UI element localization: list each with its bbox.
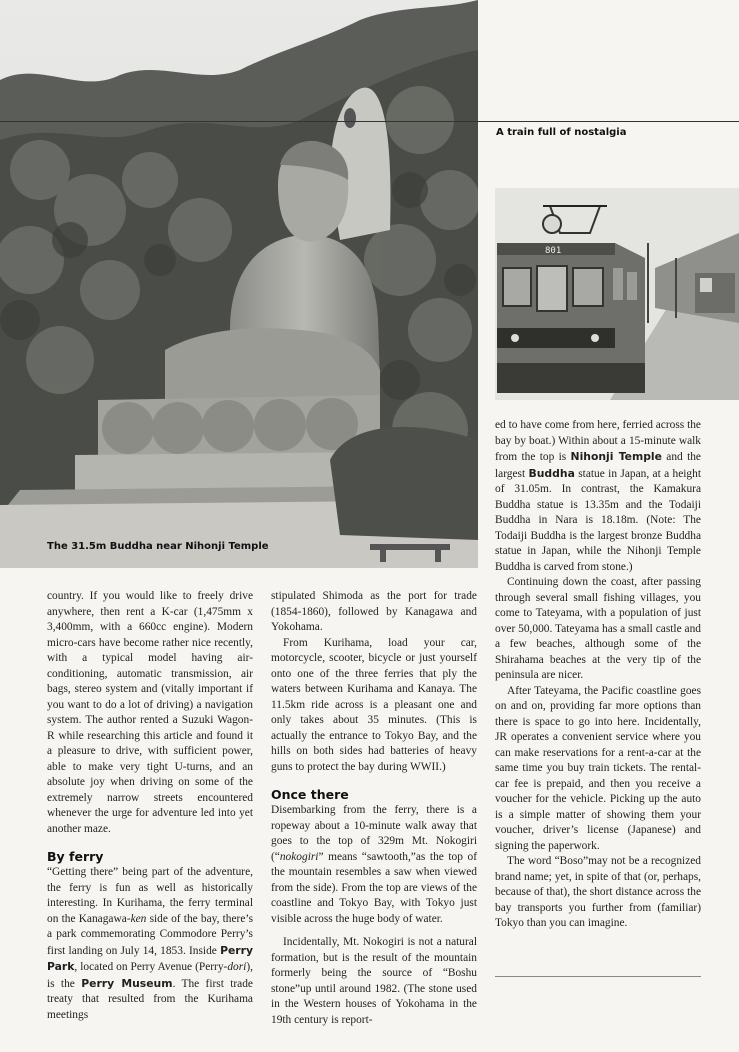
- buddha-caption: The 31.5m Buddha near Nihonji Temple: [47, 541, 269, 552]
- col3-paragraph-3: After Tateyama, the Pacific coastline goes on and on, providing far more options than there is space to go into here. Incidentally, JR operates a convenient service where you can make reservations for a rent-a-car at the same time you buy train tickets. The rental-car fee is prepaid, and then you receive a voucher for the vehicle. Picking up the auto is a simple matter of showing them your voucher, driver’s license (Japanese) and signing the paperwork.: [495, 684, 701, 852]
- train-number: 801: [545, 246, 562, 256]
- col2-paragraph-3: Disembarking from the ferry, there is a ropeway about a 10-minute walk away that goes to the top of 329m Mt. Nokogiri (“nokogiri” means “sawtooth,”as the top of the mountain resembles a saw when viewed from the side). From the top are views of the coastline and Tokyo Bay, with Tokyo just visible across the huge body of water.: [271, 804, 477, 925]
- buddha-bold: Buddha: [528, 466, 575, 480]
- nihonji-temple: Nihonji Temple: [570, 450, 662, 463]
- buddha-photo: [0, 0, 478, 568]
- col2-paragraph-2: From Kurihama, load your car, motorcycle, scooter, bicycle or just yourself onto one of the three ferries that ply the waters between Kurihama and Kanaya. The 11.5km ride across is a pleasant one and only takes about 35 minutes. (This is actually the entrance to Tokyo Bay, and the hills on both sides had batteries of heavy guns to protect the bay during WWII.): [271, 636, 477, 773]
- buddha-illustration: [0, 0, 478, 568]
- heading-once-there: Once there: [271, 787, 349, 802]
- col1-paragraph-2: “Getting there” being part of the adventure, the ferry is fun as well as historically interesting. In Kurihama, the ferry terminal on the Kanagawa-ken side of the bay, there’s a park commemorating Commodore Perry’s first landing on July 14, 1853. Inside Perry Park, located on Perry Avenue (Perry-dori), is the Perry Museum. The first trade treaty that resulted from the Kurihama meetings: [47, 866, 253, 1021]
- train-caption: A train full of nostalgia: [496, 127, 627, 138]
- col2-paragraph-4: Incidentally, Mt. Nokogiri is not a natural formation, but is the result of the mountain formerly being the source of “Boshu stone”up until around 1982. (The stone used in the Western houses of Yokohama in the 19th century is report-: [271, 936, 477, 1026]
- top-rule: [0, 121, 739, 122]
- text-column-2: [271, 589, 477, 1028]
- end-rule: [495, 976, 701, 977]
- col1-paragraph-1: country. If you would like to freely drive anywhere, then rent a K-car (1,475mm x 3,400mm, with a 660cc engine). Modern micro-cars have become rather nice recently, with a typical model having air-conditioning, automatic transmission, air bags, stereo system and (vitally important if you want to do a lot of driving) a navigation system. The author rented a Suzuki Wagon-R while researching this article and found it a pleasure to drive, with sufficient power, able to make very tight U-turns, and an absolute joy when driving on some of the extremely narrow streets encountered whenever the urge for adventure led into yet another maze.: [47, 590, 253, 835]
- col2-paragraph-1: stipulated Shimoda as the port for trade (1854-1860), followed by Kanagawa and Yokohama.: [271, 590, 477, 633]
- col3-paragraph-1: ed to have come from here, ferried across the bay by boat.) Within about a 15-minute walk from the top is Nihonji Temple and the largest Buddha statue in Japan, at a height of 31.05m. In contrast, the Kamakura Buddha statue is 13.35m and the Todaiji Buddha in Nara is 18.18m. (Note: The Todaiji Buddha is the largest bronze Buddha statue in Japan, while the Nihonji Temple Buddha is carved from stone.): [495, 419, 701, 573]
- heading-by-ferry: By ferry: [47, 849, 104, 864]
- col3-paragraph-2: Continuing down the coast, after passing through several small fishing villages, you come to Tateyama, with a population of just over 50,000. Tateyama has a small castle and a few beaches, although some of the Shirahama beaches at the very tip of the peninsula are nicer.: [495, 576, 701, 681]
- perry-park: Perry Park: [47, 943, 253, 973]
- text-column-3: [495, 418, 701, 932]
- text-column-1: [47, 589, 253, 1023]
- perry-museum: Perry Museum: [81, 976, 173, 990]
- train-illustration: [495, 188, 739, 400]
- col3-paragraph-4: The word “Boso”may not be a recognized brand name; yet, in spite of that (or, perhaps, because of that), the short distance across the bay transports you further from (familiar) Tokyo than you can imagine.: [495, 855, 701, 929]
- train-photo: [495, 188, 739, 400]
